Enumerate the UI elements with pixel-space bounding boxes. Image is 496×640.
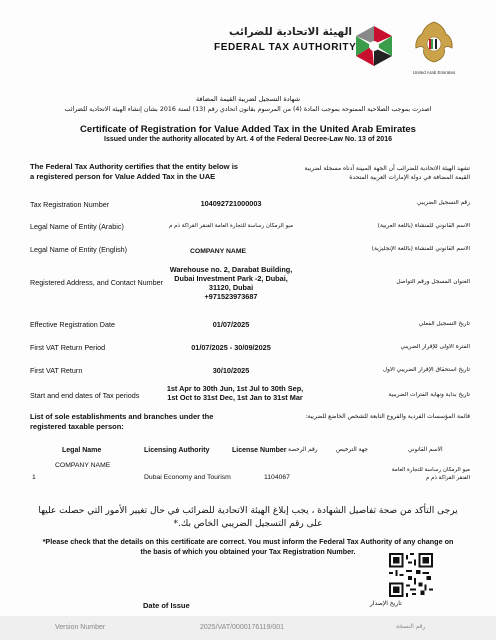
emblem-caption: United Arab Emirates (412, 70, 456, 75)
establishments-heading-arabic: قائمة المؤسسات الفردية والفروع التابعة للشخص الخاضع للضريبة: (305, 413, 470, 420)
address-line-3: 31120, Dubai (208, 283, 254, 292)
address-label-arabic: العنوان المسجل ورقم التواصل (396, 279, 470, 285)
date-of-issue-label: Date of Issue (143, 601, 190, 610)
tax-periods-label: Start and end dates of Tax periods (30, 391, 140, 400)
effective-date-label-arabic: تاريخ التسجيل الفعلي (418, 321, 470, 327)
first-return-label-arabic: تاريخ استحقاق الإقرار الضريبي الأول (382, 367, 470, 373)
first-return-period-label: First VAT Return Period (30, 343, 106, 352)
row-license-number: 1104067 (264, 474, 290, 481)
certification-line-1: The Federal Tax Authority certifies that the entity below is (30, 162, 239, 171)
legal-name-english-label: Legal Name of Entity (English) (30, 245, 128, 254)
notice-english-line-2: the basis of which you obtained your Tax Registration Number. (140, 547, 356, 556)
trn-label-arabic: رقم التسجيل الضريبي (416, 200, 470, 206)
first-return-label: First VAT Return (30, 366, 83, 375)
first-return-value: 30/10/2025 (212, 366, 250, 375)
tax-periods-label-arabic: تاريخ بداية ونهاية الفترات الضريبية (388, 392, 470, 398)
arabic-subtitle: أصدرت بموجب الصلاحية الممنوحة بموجب المادة (4) من المرسوم بقانون اتحادي رقم (13) لسنة 2016 بشأن إنشاء الهيئة الاتحادية للضرائب (64, 106, 432, 113)
effective-date-label: Effective Registration Date (30, 320, 115, 329)
legal-name-english-value: COMPANY NAME (190, 248, 247, 255)
version-number-label: Version Number (55, 624, 106, 631)
fta-logo-icon (352, 24, 396, 68)
col-header-license-number: License Number (232, 447, 287, 454)
trn-value: 104092721000003 (200, 199, 262, 208)
establishments-heading (30, 412, 250, 432)
address-line-2: Dubai Investment Park -2, Dubai, (174, 274, 288, 283)
tax-periods-line-1: 1st Apr to 30th Jun, 1st Jul to 30th Sep, (166, 384, 304, 393)
row-legal-name-arabic: ميو الرمكان رساسة للتجارة العامة الفنقر القراكة ذم م (391, 467, 470, 481)
certification-line-2: a registered person for Value Added Tax in the UAE (30, 172, 216, 181)
tax-periods-line-2: 1st Oct to 31st Dec, 1st Jan to 31st Mar (167, 393, 303, 402)
certification-statement-arabic: تشهد الهيئة الاتحادية للضرائب أن الجهة المبينة أدناه مسجلة لضريبة القيمة المضافة في دولة الإمارات العربية المتحدة (304, 165, 470, 181)
first-return-period-value: 01/07/2025 - 30/09/2025 (191, 343, 271, 352)
certificate-subtitle: Issued under the authority allocated by Art. 4 of the Federal Decree-Law No. 13 of 2016 (104, 136, 392, 143)
row-index: 1 (32, 474, 36, 481)
col-header-license-number-arabic: رقم الرخصة (288, 447, 318, 453)
arabic-title: شهادة التسجيل لضريبة القيمة المضافة (195, 95, 301, 103)
version-number-label-arabic: رقم النسخة (396, 623, 426, 630)
row-licensing-authority: Dubai Economy and Tourism (144, 474, 231, 481)
certificate-title: Certificate of Registration for Value Added Tax in the United Arab Emirates (80, 124, 416, 135)
tax-periods-value (150, 384, 320, 402)
address-line-4: +971523973687 (204, 292, 258, 301)
establishments-heading-line-2: registered taxable person: (30, 422, 124, 431)
legal-name-arabic-label: Legal Name of Entity (Arabic) (30, 222, 124, 231)
col-header-legal-name: Legal Name (62, 447, 102, 454)
brand-english-name: FEDERAL TAX AUTHORITY (214, 42, 357, 53)
col-header-legal-name-arabic: الاسم القانوني (408, 447, 443, 453)
effective-date-value: 01/07/2025 (212, 320, 250, 329)
date-of-issue-label-arabic: تاريخ الإصدار (370, 600, 402, 607)
uae-emblem-icon (412, 18, 456, 66)
row-legal-name: COMPANY NAME (55, 462, 111, 469)
legal-name-arabic-value: ميو الرمكان رساسة للتجارة العامة الفنقر القراكة ذم م (168, 223, 294, 229)
certification-statement (30, 162, 280, 182)
legal-name-arabic-label-ar: الاسم القانوني للمنشأة (باللغة العربية) (377, 223, 470, 229)
notice-english-line-1: *Please check that the details on this certificate are correct. You must inform the Federal Tax Authority of any change on (42, 537, 454, 546)
version-number-value: 2025/VAT/0000176119/001 (200, 624, 285, 631)
col-header-licensing-authority: Licensing Authority (144, 447, 210, 454)
address-value (168, 265, 294, 301)
address-label: Registered Address, and Contact Number (30, 278, 164, 287)
legal-name-english-label-ar: الاسم القانوني للمنشأة (باللغة الإنجليزية) (371, 246, 470, 252)
brand-arabic-name: الهيئة الاتحادية للضرائب (228, 26, 352, 38)
address-line-1: Warehouse no. 2, Darabat Building, (169, 265, 293, 274)
col-header-licensing-authority-arabic: جهة الترخيص (336, 447, 368, 453)
qr-code-icon (389, 553, 433, 597)
trn-label: Tax Registration Number (30, 200, 110, 209)
first-return-period-label-arabic: الفترة الأولى للإقرار الضريبي (400, 344, 470, 350)
establishments-heading-line-1: List of sole establishments and branches under the (30, 412, 214, 421)
notice-arabic: يرجى التأكد من صحة تفاصيل الشهادة ، يجب إبلاغ الهيئة الاتحادية للضرائب في حال تغيير الأمور التي حصلت عليها على رقم التسجيل الضريبي الخاص بك.* (38, 506, 458, 529)
